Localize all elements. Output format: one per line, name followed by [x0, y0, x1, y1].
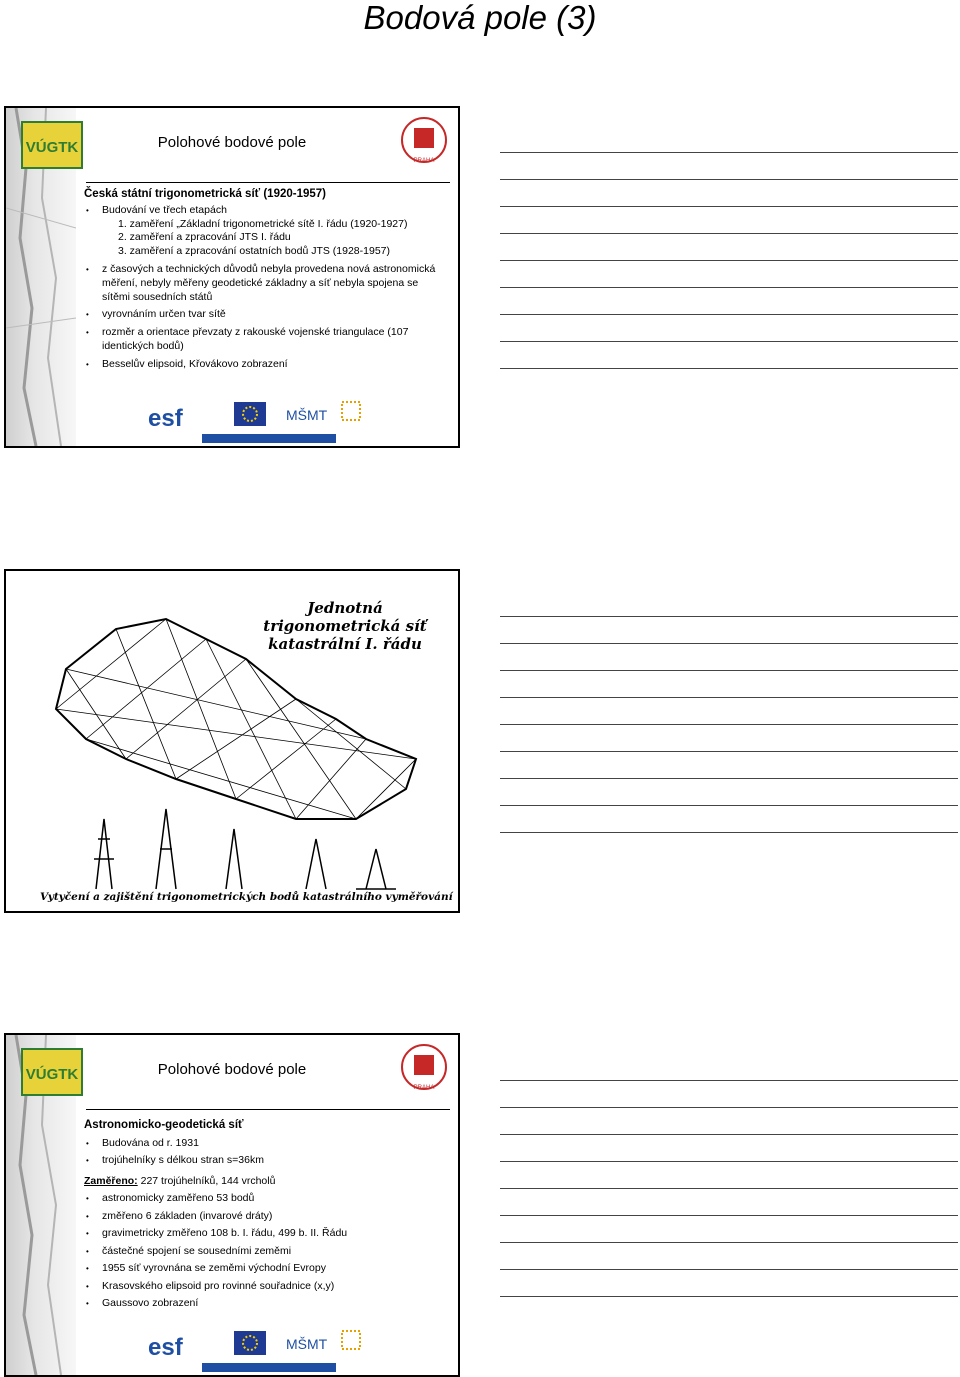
svg-text:PRAHA: PRAHA: [413, 1085, 435, 1091]
svg-text:PRAHA: PRAHA: [413, 158, 435, 164]
slide-content: [84, 188, 448, 372]
list-item: • Krasovského elipsoid pro rovinné souřadnice (x,y): [84, 1278, 448, 1296]
svg-text:MŠMT: MŠMT: [286, 407, 328, 423]
notes-lines-2: [500, 616, 958, 859]
page-title: Bodová pole (3): [363, 0, 597, 36]
vugtk-logo: [20, 1045, 84, 1101]
slide-header: [6, 108, 458, 182]
svg-text:VÚGTK: VÚGTK: [25, 1066, 79, 1083]
funding-logos: [146, 1327, 382, 1373]
svg-text:MŠMT: MŠMT: [286, 1336, 328, 1352]
slide-heading: Česká státní trigonometrická síť (1920-1957): [84, 188, 326, 200]
list-item: • Budována od r. 1931: [84, 1135, 448, 1153]
header-divider: [86, 182, 450, 183]
slide-heading: Astronomicko-geodetická síť: [84, 1119, 244, 1131]
list-item: • vyrovnáním určen tvar sítě: [84, 308, 448, 322]
slide-title: Polohové bodové pole: [157, 134, 307, 151]
list-item: • rozměr a orientace převzaty z rakouské vojenské triangulace (107 identických bodů): [84, 326, 448, 354]
measured-text: 227 trojúhelníků, 144 vrcholů: [137, 1174, 276, 1187]
list-item: • trojúhelníky s délkou stran s=36km: [84, 1152, 448, 1170]
list-item: 3. zaměření a zpracování ostatních bodů JTS (1928-1957): [118, 245, 390, 258]
notes-lines-3: [500, 1080, 958, 1323]
slide-2: [4, 569, 460, 913]
spz-praha-logo: [398, 1041, 450, 1097]
map-caption-title: Jednotná trigonometrická síť katastrální I. řádu: [263, 599, 427, 653]
list-item: • gravimetricky změřeno 108 b. I. řádu, 499 b. II. Řádu: [84, 1225, 448, 1243]
header-divider: [86, 1109, 450, 1110]
list-item: 1. zaměření „Základní trigonometrické sítě I. řádu (1920-1927): [118, 217, 408, 230]
list-item: • Budování ve třech etapách: [84, 204, 448, 218]
slide-1: [4, 106, 460, 448]
vugtk-logo: [20, 118, 84, 174]
slide-content: [84, 1117, 448, 1313]
funding-logos: [146, 398, 382, 444]
slide-3: [4, 1033, 460, 1377]
svg-text:esf: esf: [148, 1334, 183, 1361]
slide-title: Polohové bodové pole: [157, 1061, 307, 1078]
list-item: • Besselův elipsoid, Křovákovo zobrazení: [84, 358, 448, 372]
list-item: • z časových a technických důvodů nebyla provedena nová astronomická měření, nebyly měřeny geodetické základny a síť nebyla spojena se sítěmi sousedních států: [84, 263, 448, 304]
list-item: 2. zaměření a zpracování JTS I. řádu: [118, 231, 291, 244]
measured-label: Zaměřeno:: [84, 1174, 138, 1187]
list-item: • změřeno 6 základen (invarové dráty): [84, 1208, 448, 1226]
list-item: • částečné spojení se sousedními zeměmi: [84, 1243, 448, 1261]
list-item: • 1955 síť vyrovnána se zeměmi východní Evropy: [84, 1260, 448, 1278]
svg-text:esf: esf: [148, 405, 183, 432]
svg-text:VÚGTK: VÚGTK: [25, 139, 79, 156]
slide-header: [6, 1035, 458, 1109]
notes-lines-1: [500, 152, 958, 395]
list-item: • astronomicky zaměřeno 53 bodů: [84, 1190, 448, 1208]
map-caption-bottom: Vytyčení a zajištění trigonometrických bodů katastrálního vyměřování: [40, 891, 453, 903]
measured-line: [84, 1173, 448, 1191]
list-item: • Gaussovo zobrazení: [84, 1295, 448, 1313]
spz-praha-logo: [398, 114, 450, 170]
